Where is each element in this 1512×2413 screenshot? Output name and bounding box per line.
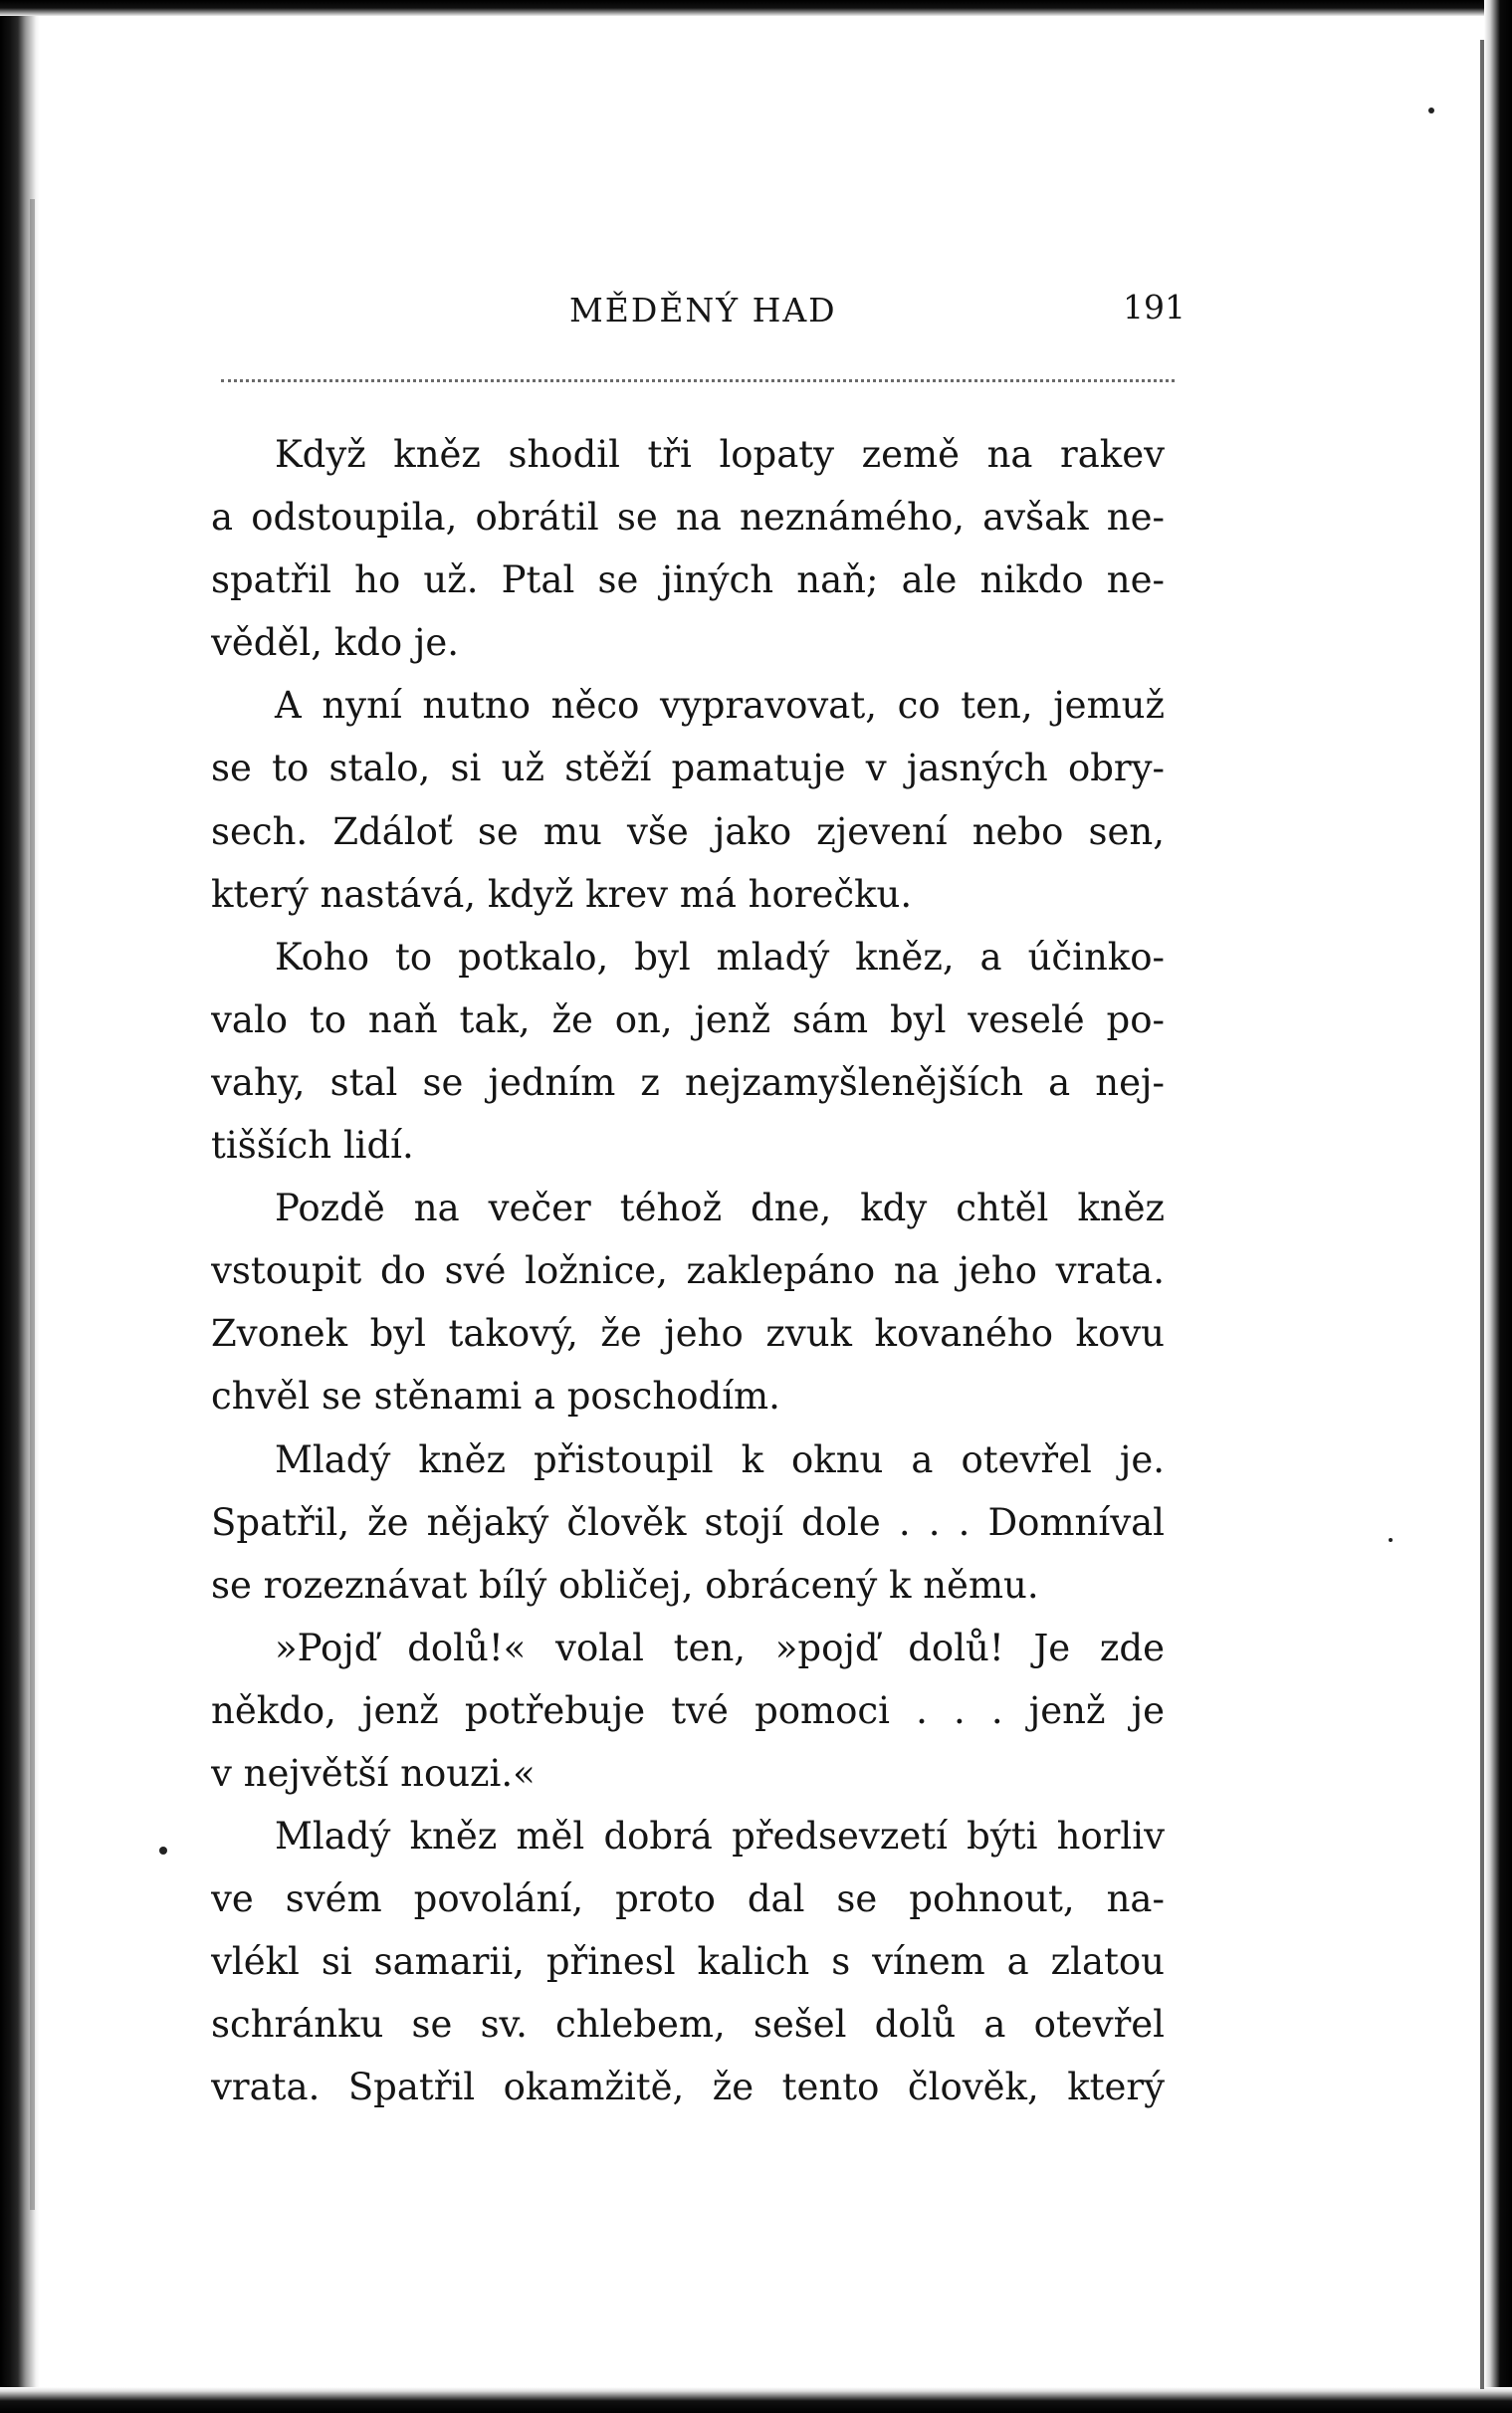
scan-edge-right [1484,0,1512,2413]
page-edge-line [1480,40,1484,2389]
text-line: se rozeznávat bílý obličej, obrácený k němu. [211,1563,1039,1607]
text-line: v největší nouzi.« [211,1751,536,1795]
text-line: A nyní nutno něco vypravovat, co ten, jemuž [275,684,1165,728]
text-line: vlékl si samarii, přinesl kalich s vínem a zlatou [211,1940,1165,1984]
text-line: vrata. Spatřil okamžitě, že tento člověk, který [211,2066,1165,2109]
text-line: Spatřil, že nějaký člověk stojí dole . . . Domníval [211,1500,1165,1544]
scan-edge-bottom [0,2387,1512,2413]
text-line: a odstoupila, obrátil se na neznámého, avšak ne- [211,496,1165,540]
text-line: Koho to potkalo, byl mladý kněz, a účinko- [275,935,1165,979]
text-line: Pozdě na večer téhož dne, kdy chtěl kněz [275,1187,1165,1230]
text-line: valo to naň tak, že on, jenž sám byl veselé po- [211,997,1165,1041]
text-line: schránku se sv. chlebem, sešel dolů a otevřel [211,2003,1165,2047]
text-line: »Pojď dolů!« volal ten, »pojď dolů! Je zde [275,1626,1165,1669]
binding-shadow [30,199,35,2210]
text-line: vahy, stal se jedním z nejzamyšlenějších a nej- [211,1060,1165,1104]
text-line: sech. Zdáloť se mu vše jako zjevení nebo sen, [211,809,1165,853]
text-line: spatřil ho už. Ptal se jiných naň; ale nikdo ne- [211,558,1165,602]
text-line: Mladý kněz přistoupil k oknu a otevřel je. [275,1437,1165,1481]
text-line: který nastává, když krev má horečku. [211,872,913,916]
scan-speck [1389,1538,1393,1542]
text-line: někdo, jenž potřebuje tvé pomoci . . . jenž je [211,1688,1165,1732]
running-head [0,288,1512,340]
scan-speck [159,1847,167,1855]
header-rule [221,379,1175,382]
scan-speck [1428,108,1434,113]
text-line: ve svém povolání, proto dal se pohnout, na- [211,1877,1165,1921]
scan-edge-top [0,0,1512,16]
running-title: MĚDĚNÝ HAD [569,291,837,329]
text-line: věděl, kdo je. [211,621,460,665]
text-line: vstoupit do své ložnice, zaklepáno na jeho vrata. [211,1249,1165,1293]
text-line: se to stalo, si už stěží pamatuje v jasných obry- [211,747,1165,790]
page-number: 191 [1123,288,1186,327]
text-line: tišších lidí. [211,1124,414,1168]
body-text [211,423,1165,2119]
text-line: Když kněz shodil tři lopaty země na rakev [275,433,1165,476]
text-line: chvěl se stěnami a poschodím. [211,1375,780,1419]
text-line: Zvonek byl takový, že jeho zvuk kovaného kovu [211,1312,1165,1356]
text-line: Mladý kněz měl dobrá předsevzetí býti horliv [275,1815,1165,1859]
